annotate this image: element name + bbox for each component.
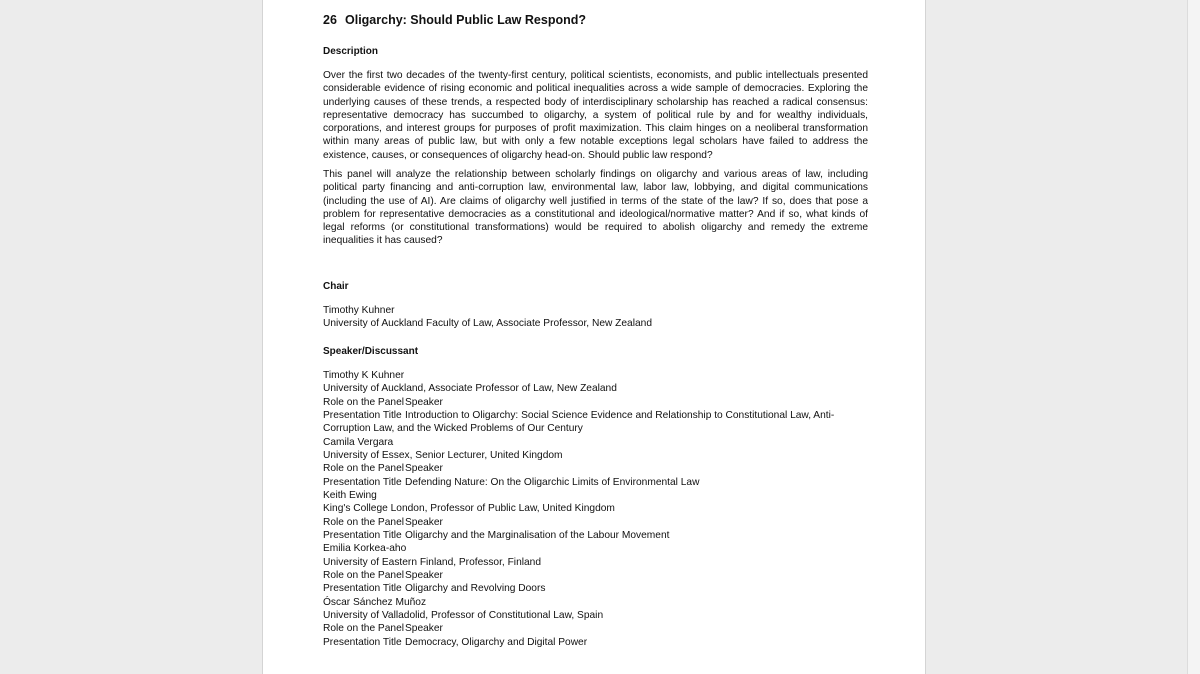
role-label: Role on the Panel [323,623,404,634]
role-label: Role on the Panel [323,570,404,581]
document-page [262,0,926,674]
session-title-row [323,13,868,33]
speaker-role-row [323,622,443,635]
speaker-presentation-row [323,636,587,649]
session-title: Oligarchy: Should Public Law Respond? [345,13,586,27]
speaker-role: Speaker [405,517,443,528]
presentation-title-label: Presentation Title [323,583,402,594]
speaker-presentation-row [323,409,843,436]
speakers-heading: Speaker/Discussant [323,346,419,357]
role-label: Role on the Panel [323,463,404,474]
speaker-role-row [323,396,443,409]
chair-affiliation: University of Auckland Faculty of Law, Associate Professor, New Zealand [323,318,652,329]
speaker-affiliation: University of Eastern Finland, Professor, Finland [323,557,541,568]
description-paragraph-1: Over the first two decades of the twenty-first century, political scientists, economists, and public intellectuals presented considerable evidence of rising economic and political inequalities across a wide sample of democracies. Exploring the underlying causes of these trends, a respected body of interdisciplinary scholarship has reached a radical consensus: representative democracy has succumbed to oligarchy, a system of political rule by and for wealthy individuals, corporations, and interest groups for purposes of profit maximization. This claim hinges on a neoliberal transformation within many areas of public law, but with only a few notable exceptions legal scholars have failed to address the existence, causes, or consequences of oligarchy head-on. Should public law respond? [323,70,868,161]
presentation-title-label: Presentation Title [323,477,402,488]
speaker-presentation-row [323,582,545,595]
speaker-role-row [323,462,443,475]
speaker-role: Speaker [405,463,443,474]
speaker-affiliation: University of Valladolid, Professor of Constitutional Law, Spain [323,610,604,621]
speaker-presentation-title: Democracy, Oligarchy and Digital Power [405,637,588,648]
speaker-name: Camila Vergara [323,437,394,448]
presentation-title-label: Presentation Title [323,410,402,421]
description-heading: Description [323,46,379,57]
speaker-presentation-title: Defending Nature: On the Oligarchic Limits of Environmental Law [405,477,700,488]
speaker-presentation-title: Oligarchy and Revolving Doors [405,583,546,594]
speaker-presentation-title: Introduction to Oligarchy: Social Science Evidence and Relationship to Constitutional Law, Anti-Corruption Law, and the Wicked Problems of Our Century [323,410,835,435]
speaker-presentation-title: Oligarchy and the Marginalisation of the Labour Movement [405,530,670,541]
description-paragraph-2: This panel will analyze the relationship between scholarly findings on oligarchy and various areas of law, including political party financing and anti-corruption law, environmental law, labor law, lobbying, and digital communications (including the use of AI). Are claims of oligarchy well justified in terms of the state of the law? If so, does that pose a problem for representative democracies as a constitutional and ideological/normative matter? And if so, what kinds of legal reforms (or constitutional transformations) would be required to abolish oligarchy and remedy the extreme inequalities it has caused? [323,169,868,247]
speaker-role: Speaker [405,570,443,581]
speaker-affiliation: University of Auckland, Associate Professor of Law, New Zealand [323,383,617,394]
speaker-name: Óscar Sánchez Muñoz [323,597,427,608]
speaker-role: Speaker [405,397,443,408]
speaker-role-row [323,516,443,529]
speaker-name: Keith Ewing [323,490,377,501]
chair-heading: Chair [323,281,349,292]
vertical-scrollbar[interactable] [1187,0,1200,674]
presentation-title-label: Presentation Title [323,637,402,648]
presentation-title-label: Presentation Title [323,530,402,541]
speaker-affiliation: King's College London, Professor of Public Law, United Kingdom [323,503,615,514]
speaker-role: Speaker [405,623,443,634]
role-label: Role on the Panel [323,397,404,408]
speaker-presentation-row [323,476,699,489]
speaker-affiliation: University of Essex, Senior Lecturer, United Kingdom [323,450,563,461]
speaker-presentation-row [323,529,669,542]
speaker-name: Emilia Korkea-aho [323,543,407,554]
speaker-role-row [323,569,443,582]
session-number: 26 [323,13,337,27]
role-label: Role on the Panel [323,517,404,528]
speaker-name: Timothy K Kuhner [323,370,405,381]
chair-name: Timothy Kuhner [323,305,395,316]
